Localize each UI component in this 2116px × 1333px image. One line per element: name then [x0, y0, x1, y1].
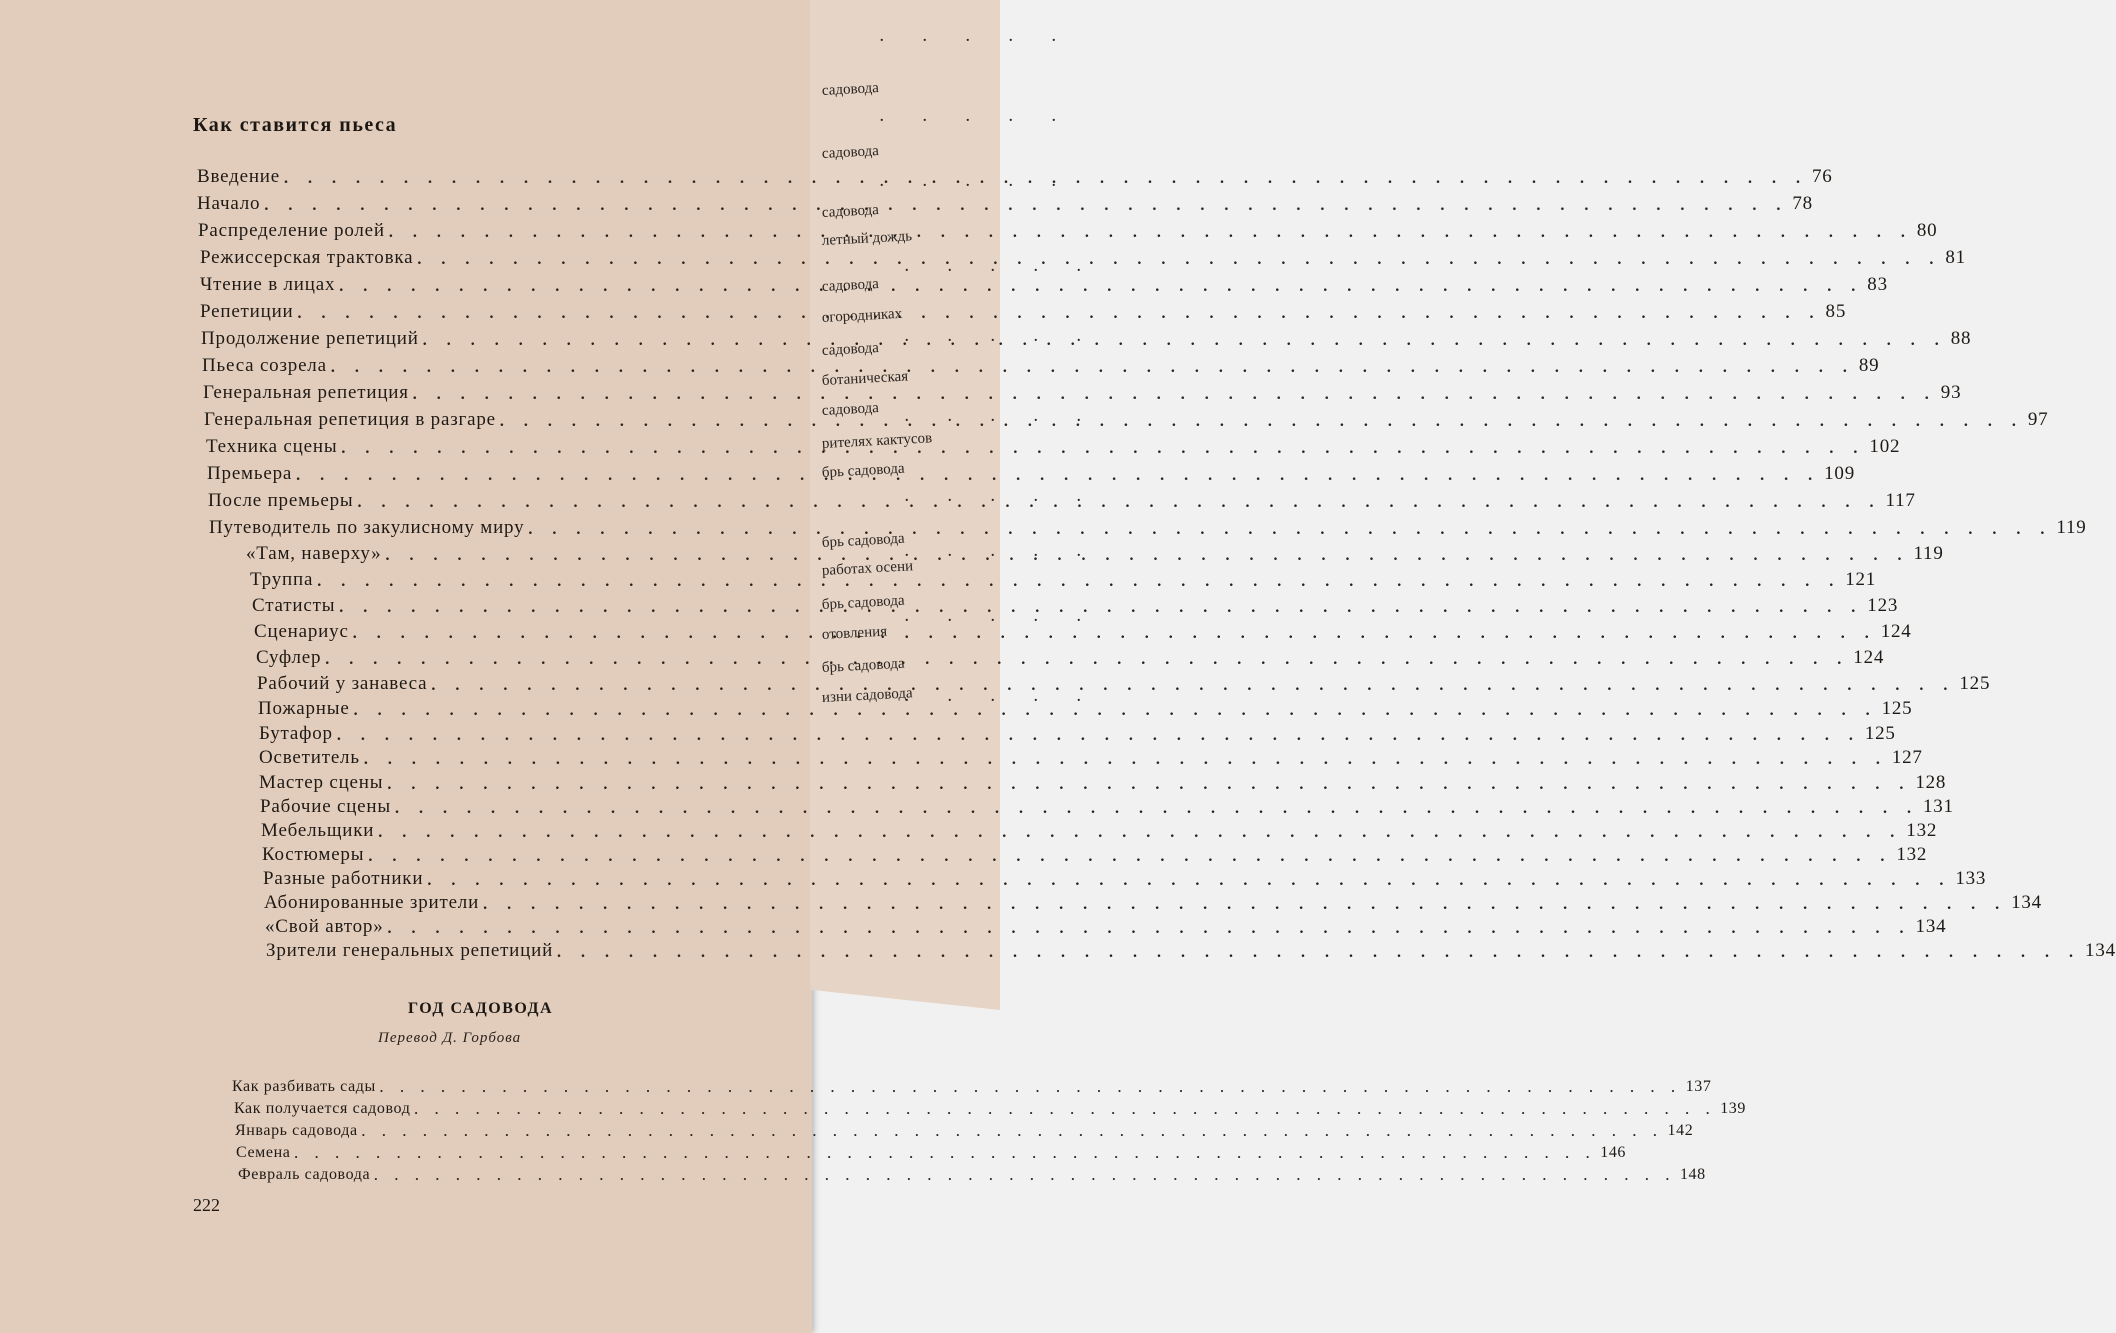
toc-entry-page: 133 [1955, 868, 1987, 889]
toc-entry-page: 125 [1881, 698, 1913, 719]
toc-entry-title: Пожарные [258, 698, 350, 719]
right-page-text: садовода [821, 400, 880, 419]
toc-entry-page: 76 [1811, 166, 1833, 187]
dot-leader [414, 1102, 1716, 1118]
right-page-dot-leader: . . . . . [905, 260, 1099, 275]
right-page-text: брь садовода [821, 530, 905, 551]
right-page-text: огородниках [821, 305, 903, 326]
toc-entry-title: Рабочие сцены [260, 796, 391, 817]
dot-leader [325, 651, 1849, 669]
toc-entry-page: 89 [1858, 355, 1880, 376]
toc-entry [264, 890, 2042, 914]
toc-entry-page: 97 [2027, 409, 2049, 430]
dot-leader [298, 305, 1822, 323]
dot-leader [483, 896, 2007, 914]
right-page-dot-leader: . . . . . [880, 110, 1074, 125]
sub-section-title: ГОД САДОВОДА [408, 1000, 554, 1017]
right-page-dot-leader: . . . . . [905, 610, 1099, 625]
dot-leader [389, 224, 1913, 242]
section-title: Как ставится пьеса [193, 114, 398, 136]
toc-entry-title: Абонированные зрители [264, 892, 480, 913]
dot-leader [417, 251, 1941, 269]
toc-entry-page: 102 [1869, 436, 1901, 457]
dot-leader [395, 800, 1919, 818]
dot-leader [264, 197, 1788, 215]
right-page-dot-leader: . . . . . [905, 690, 1099, 705]
toc-entry-page: 124 [1853, 647, 1885, 668]
toc-entry-title: Статисты [252, 595, 336, 616]
toc-entry-page: 85 [1825, 301, 1847, 322]
toc-entry [238, 1164, 1706, 1184]
toc-entry [263, 866, 1987, 890]
dot-leader [374, 1168, 1676, 1184]
dot-leader [388, 920, 1912, 938]
toc-entry [265, 914, 1947, 938]
toc-entry-page: 123 [1867, 595, 1899, 616]
toc-entry [259, 745, 1923, 769]
dot-leader [362, 1124, 1664, 1140]
right-page-text: садовода [821, 80, 880, 99]
toc-entry-title: Февраль садовода [238, 1166, 371, 1183]
dot-leader [385, 547, 1909, 565]
toc-entry-title: Зрители генеральных репетиций [266, 940, 554, 961]
toc-entry [235, 1120, 1694, 1140]
dot-leader [296, 467, 1820, 485]
toc-entry-page: 81 [1945, 247, 1966, 268]
toc-entry-title: Как получается садовод [234, 1100, 411, 1117]
toc-entry-title: «Там, наверху» [246, 543, 382, 564]
dot-leader [339, 278, 1863, 296]
right-page-dot-leader: . . . . . [880, 175, 1074, 190]
page-number: 222 [193, 1195, 220, 1215]
dot-leader [557, 944, 2081, 962]
dot-leader [317, 573, 1841, 591]
toc-entry-page: 137 [1685, 1078, 1712, 1095]
toc-entry-page: 125 [1959, 673, 1991, 694]
toc-entry-title: Сценариус [254, 621, 349, 642]
toc-entry [258, 696, 1913, 720]
toc-entry-page: 132 [1896, 844, 1928, 865]
right-page-text: изни садовода [821, 685, 914, 706]
toc-entry [202, 353, 1880, 377]
toc-entry-page: 109 [1824, 463, 1856, 484]
toc-entry-page: 93 [1940, 382, 1962, 403]
toc-entry [234, 1098, 1746, 1118]
toc-entry [262, 842, 1928, 866]
toc-entry-page: 119 [2056, 517, 2087, 538]
toc-entry [236, 1142, 1627, 1162]
toc-entry-page: 125 [1864, 723, 1896, 744]
right-page-dot-leader: . . . . . [880, 30, 1074, 45]
dot-leader [339, 599, 1863, 617]
dot-leader [427, 872, 1951, 890]
right-page-text: ботаническая [821, 368, 909, 389]
right-page-text: брь садовода [821, 460, 905, 481]
toc-entry-page: 142 [1667, 1122, 1694, 1139]
dot-leader [353, 625, 1877, 643]
right-page-text: садовода [821, 202, 880, 221]
toc-entry [261, 818, 1938, 842]
right-page-text: летный дождь [821, 228, 913, 249]
toc-entry-page: 128 [1915, 772, 1947, 793]
toc-entry-title: Продолжение репетиций [201, 328, 419, 349]
toc-entry-title: Введение [197, 166, 280, 187]
toc-entry-page: 132 [1906, 820, 1938, 841]
toc-entry [257, 671, 1991, 695]
toc-entry-page: 131 [1922, 796, 1954, 817]
right-page-dot-leader: . . . . . [905, 330, 1099, 345]
toc-entry-page: 80 [1916, 220, 1938, 241]
toc-entry-page: 134 [1915, 916, 1947, 937]
right-page-text: брь садовода [821, 592, 905, 613]
dot-leader [431, 677, 1955, 695]
toc-entry-title: Генеральная репетиция [203, 382, 409, 403]
toc-entry [232, 1076, 1712, 1096]
right-page-text: работах осени [821, 558, 914, 579]
toc-entry [266, 938, 2116, 962]
toc-entry-title: Разные работники [263, 868, 424, 889]
toc-entry-page: 139 [1720, 1100, 1746, 1117]
toc-entry-title: Труппа [250, 569, 314, 590]
toc-entry [197, 164, 1833, 188]
toc-entry-page: 134 [2085, 940, 2116, 961]
dot-leader [380, 1080, 1682, 1096]
toc-entry-page: 119 [1913, 543, 1944, 564]
translator-credit: Перевод Д. Горбова [378, 1030, 522, 1046]
toc-entry-page: 148 [1679, 1166, 1706, 1183]
toc-entry-title: Суфлер [256, 647, 322, 668]
toc-entry-title: Мебельщики [261, 820, 375, 841]
right-page-text: садовода [821, 340, 880, 359]
dot-leader [387, 776, 1911, 794]
toc-entry-title: Осветитель [259, 747, 360, 768]
dot-leader [378, 824, 1902, 842]
toc-entry [208, 488, 1916, 512]
toc-entry-title: Пьеса созрела [202, 355, 327, 376]
toc-entry-page: 124 [1880, 621, 1912, 642]
dot-leader [500, 413, 2024, 431]
toc-entry-title: «Свой автор» [265, 916, 384, 937]
toc-entry [260, 794, 1954, 818]
dot-leader [368, 848, 1892, 866]
toc-entry-page: 121 [1845, 569, 1877, 590]
toc-entry-title: Режиссерская трактовка [200, 247, 414, 268]
toc-entry-title: Генеральная репетиция в разгаре [204, 409, 496, 430]
toc-entry [200, 245, 1966, 269]
right-page-text: брь садовода [821, 655, 905, 676]
toc-entry-title: Начало [197, 193, 261, 214]
dot-leader [423, 332, 1947, 350]
right-page-text: отовления [821, 623, 888, 643]
right-page-text: садовода [821, 276, 880, 295]
toc-entry [259, 721, 1896, 745]
dot-leader [364, 751, 1888, 769]
toc-entry-page: 88 [1950, 328, 1972, 349]
toc-entry-title: Семена [236, 1144, 291, 1161]
dot-leader [337, 727, 1861, 745]
toc-entry-page: 134 [2011, 892, 2042, 913]
toc-entry-page: 78 [1792, 193, 1813, 214]
toc-entry-title: Рабочий у занавеса [257, 673, 428, 694]
dot-leader [413, 386, 1937, 404]
toc-entry-title: Бутафор [259, 723, 333, 744]
toc-entry [246, 541, 1944, 565]
toc-entry [203, 380, 1962, 404]
toc-entry-title: Репетиции [200, 301, 294, 322]
toc-entry-page: 117 [1885, 490, 1916, 511]
toc-entry-title: Путеводитель по закулисному миру [209, 517, 525, 538]
right-page-dot-leader: . . . . . [905, 410, 1099, 425]
toc-entry-title: Январь садовода [235, 1122, 358, 1139]
toc-entry-title: Распределение ролей [198, 220, 385, 241]
toc-entry-title: Мастер сцены [259, 772, 384, 793]
dot-leader [357, 494, 1881, 512]
toc-entry [259, 770, 1947, 794]
toc-entry-page: 83 [1867, 274, 1888, 295]
toc-entry-title: Премьера [207, 463, 293, 484]
dot-leader [341, 440, 1865, 458]
toc-entry-title: После премьеры [208, 490, 354, 511]
toc-entry-title: Техника сцены [206, 436, 338, 457]
right-page-dot-leader: . . . . . [905, 490, 1099, 505]
toc-entry [209, 515, 2087, 539]
dot-leader [294, 1146, 1596, 1162]
toc-entry-title: Как разбивать сады [232, 1078, 376, 1095]
toc-entry-title: Чтение в лицах [200, 274, 336, 295]
dot-leader [528, 521, 2052, 539]
right-page-text: садовода [821, 143, 880, 162]
dot-leader [331, 359, 1855, 377]
toc-entry-page: 146 [1600, 1144, 1627, 1161]
toc-entry-page: 127 [1891, 747, 1923, 768]
toc-entry-title: Костюмеры [262, 844, 365, 865]
dot-leader [354, 702, 1878, 720]
right-page-dot-leader: . . . . . [905, 545, 1099, 560]
right-page-text: рителях кактусов [821, 430, 933, 452]
